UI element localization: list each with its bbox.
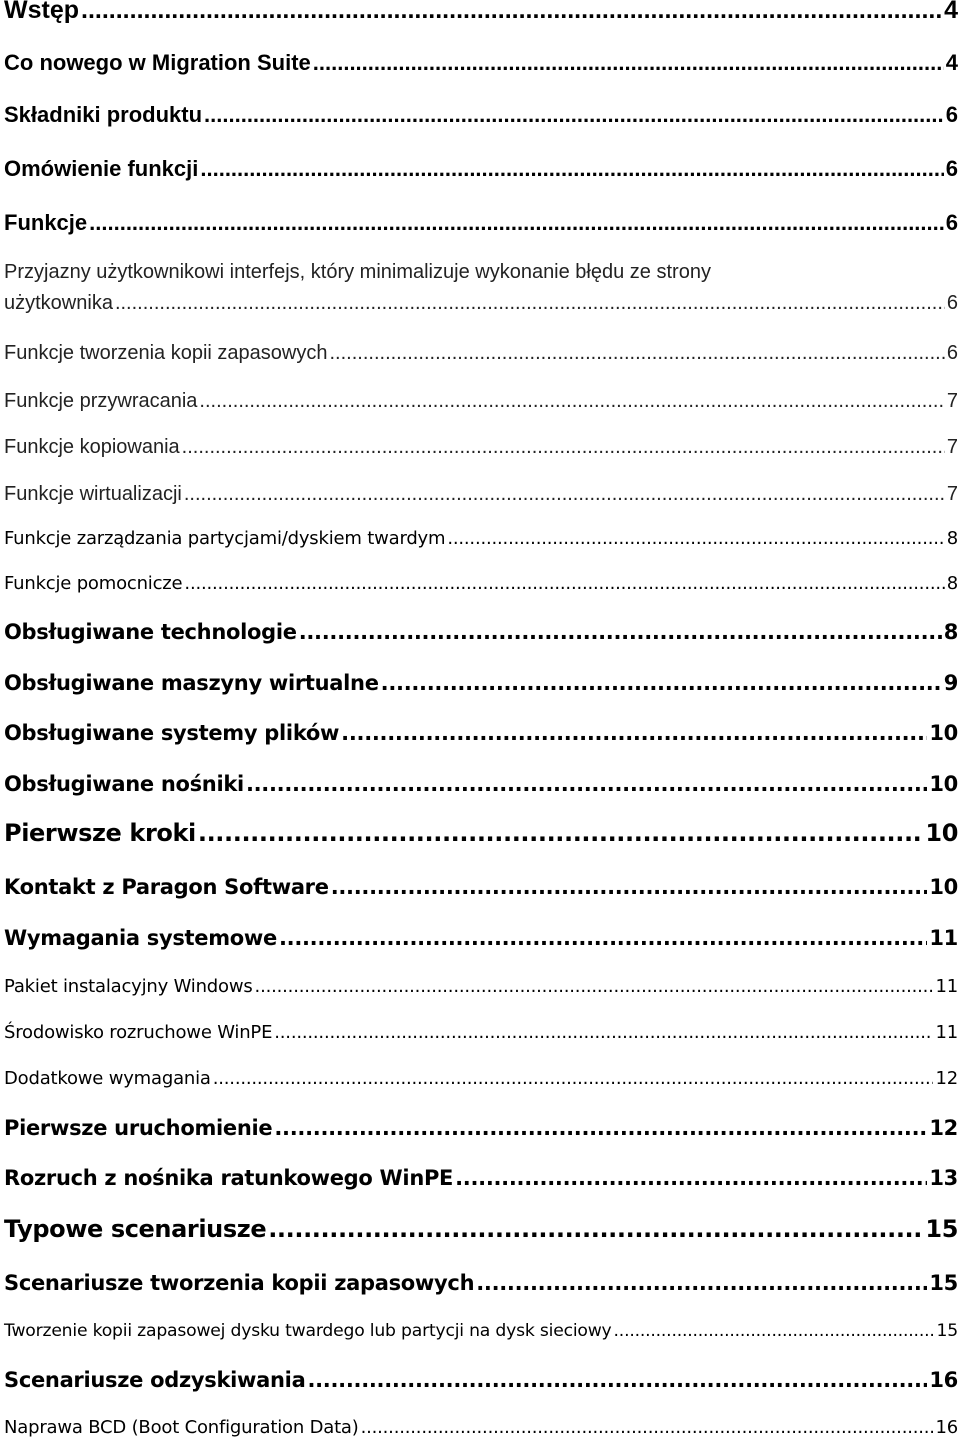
toc-page-number: 4 (944, 0, 958, 24)
toc-page-number: 8 (943, 620, 958, 644)
toc-leader-dots (341, 721, 927, 745)
toc-leader-dots (476, 1271, 927, 1295)
toc-entry-rozruch-winpe[interactable] (4, 1166, 958, 1190)
toc-entry-label: Pierwsze uruchomienie (4, 1116, 273, 1140)
toc-entry-label: Środowisko rozruchowe WinPE (4, 1022, 273, 1043)
toc-entry-skladniki[interactable] (4, 102, 958, 127)
toc-entry-label: Funkcje przywracania (4, 390, 198, 412)
toc-entry-label: Wymagania systemowe (4, 926, 277, 950)
toc-leader-dots (307, 1368, 927, 1392)
toc-leader-dots (246, 772, 927, 796)
toc-entry-label: Naprawa BCD (Boot Configuration Data) (4, 1417, 359, 1438)
toc-page-number: 8 (946, 528, 958, 549)
toc-entry-label: Składniki produktu (4, 102, 203, 127)
toc-leader-dots (213, 1069, 934, 1090)
toc-entry-srodowisko-winpe[interactable] (4, 1023, 958, 1044)
toc-leader-dots (313, 50, 944, 75)
toc-leader-dots (279, 926, 927, 950)
toc-page-number: 15 (925, 1215, 958, 1243)
toc-entry-naprawa-bcd[interactable] (4, 1418, 958, 1439)
toc-page-number: 11 (935, 1022, 958, 1043)
toc-leader-dots (331, 875, 928, 899)
toc-entry-scenariusze-kopii[interactable] (4, 1271, 958, 1295)
toc-entry-label: Tworzenie kopii zapasowej dysku twardego lub partycji na dysk sieciowy (4, 1321, 612, 1341)
toc-page-number: 11 (929, 926, 958, 950)
toc-entry-label: Typowe scenariusze (4, 1215, 267, 1243)
toc-page-number: 12 (929, 1116, 958, 1140)
toc-entry-label: Funkcje zarządzania partycjami/dyskiem twardym (4, 528, 446, 549)
toc-page-number: 12 (935, 1068, 958, 1089)
toc-leader-dots (199, 390, 944, 413)
toc-entry-label: Dodatkowe wymagania (4, 1068, 211, 1089)
toc-entry-kopiowania[interactable] (4, 436, 958, 459)
toc-leader-dots (268, 1216, 923, 1244)
toc-entry-obslugiwane-technologie[interactable] (4, 620, 958, 644)
toc-leader-dots (182, 436, 945, 459)
toc-page-number: 15 (936, 1321, 958, 1341)
toc-leader-dots (330, 342, 945, 365)
toc-page-number: 10 (929, 875, 958, 899)
toc-leader-dots (447, 529, 944, 550)
toc-page-number: 16 (935, 1417, 958, 1438)
toc-entry-zarzadzania-partycjami[interactable] (4, 529, 958, 550)
toc-entry-label: Scenariusze odzyskiwania (4, 1368, 306, 1392)
toc-leader-dots (184, 483, 945, 506)
toc-leader-dots (614, 1322, 935, 1342)
toc-entry-obslugiwane-maszyny[interactable] (4, 671, 958, 695)
toc-page-number: 10 (925, 819, 958, 847)
toc-entry-kontakt-paragon[interactable] (4, 875, 958, 899)
toc-leader-dots (274, 1023, 933, 1044)
toc-page-number: 7 (946, 483, 958, 505)
toc-page-number: 9 (943, 671, 958, 695)
toc-page-number: 6 (946, 292, 958, 314)
toc-entry-pierwsze-uruchomienie[interactable] (4, 1116, 958, 1140)
toc-entry-label: Pierwsze kroki (4, 819, 196, 847)
toc-leader-dots (204, 102, 944, 127)
toc-entry-funkcje[interactable] (4, 210, 958, 235)
toc-entry-label: Obsługiwane systemy plików (4, 721, 340, 745)
toc-leader-dots (115, 292, 945, 315)
toc-leader-dots (274, 1116, 927, 1140)
toc-entry-tworzenie-kopii-dysku[interactable] (4, 1322, 958, 1342)
toc-entry-przywracania[interactable] (4, 390, 958, 413)
toc-entry-label: Funkcje pomocnicze (4, 573, 183, 594)
toc-leader-dots (89, 210, 944, 235)
toc-page-number: 6 (946, 342, 958, 364)
toc-entry-pakiet-instalacyjny[interactable] (4, 977, 958, 998)
toc-page-number: 6 (945, 102, 958, 127)
toc-page-number: 16 (929, 1368, 958, 1392)
toc-entry-label: Co nowego w Migration Suite (4, 50, 311, 75)
toc-entry-label: Omówienie funkcji (4, 156, 199, 181)
toc-entry-label: Funkcje kopiowania (4, 436, 180, 458)
toc-page-number: 15 (929, 1271, 958, 1295)
toc-page-number: 10 (929, 721, 958, 745)
toc-leader-dots (361, 1418, 934, 1439)
toc-page-number: 13 (929, 1166, 958, 1190)
toc-entry-label: Funkcje tworzenia kopii zapasowych (4, 342, 328, 364)
toc-page-number: 6 (945, 210, 958, 235)
toc-entry-kopie-zapasowe[interactable] (4, 342, 958, 365)
toc-entry-label: Wstęp (4, 0, 79, 24)
toc-entry-label: Scenariusze tworzenia kopii zapasowych (4, 1271, 475, 1295)
toc-entry-wymagania-systemowe[interactable] (4, 926, 958, 950)
toc-page-number: 8 (946, 573, 958, 594)
toc-leader-dots (299, 620, 942, 644)
toc-entry-label: Rozruch z nośnika ratunkowego WinPE (4, 1166, 454, 1190)
toc-page-number: 11 (935, 976, 958, 997)
toc-leader-dots (184, 574, 944, 595)
toc-entry-scenariusze-odzyskiwania[interactable] (4, 1368, 958, 1392)
toc-entry-dodatkowe-wymagania[interactable] (4, 1069, 958, 1090)
toc-entry-co-nowego[interactable] (4, 50, 958, 75)
toc-page-number: 6 (945, 156, 958, 181)
toc-entry-obslugiwane-systemy-plikow[interactable] (4, 721, 958, 745)
toc-entry-obslugiwane-nosniki[interactable] (4, 772, 958, 796)
toc-page-number: 7 (946, 436, 958, 458)
toc-page-number: 4 (945, 50, 958, 75)
toc-entry-label-continuation: użytkownika (4, 292, 113, 314)
toc-leader-dots (255, 977, 934, 998)
toc-entry-omowienie[interactable] (4, 156, 958, 181)
toc-entry-label: Obsługiwane maszyny wirtualne (4, 671, 379, 695)
toc-leader-dots (198, 820, 924, 848)
toc-entry-label: Obsługiwane nośniki (4, 772, 244, 796)
toc-leader-dots (455, 1166, 927, 1190)
toc-entry-pierwsze-kroki[interactable] (4, 820, 958, 848)
toc-entry-label: Pakiet instalacyjny Windows (4, 976, 253, 997)
toc-entry-wstep[interactable] (4, 0, 958, 25)
toc-entry-label: Obsługiwane technologie (4, 620, 297, 644)
toc-leader-dots (81, 0, 942, 25)
toc-entry-pomocnicze[interactable] (4, 574, 958, 595)
toc-entry-typowe-scenariusze[interactable] (4, 1216, 958, 1244)
toc-leader-dots (381, 671, 942, 695)
toc-page-number: 7 (946, 390, 958, 412)
toc-page-number: 10 (929, 772, 958, 796)
toc-entry-line2 (4, 292, 958, 315)
toc-entry-przyjazny-interfejs[interactable] (4, 261, 958, 315)
toc-entry-wirtualizacji[interactable] (4, 483, 958, 506)
toc-entry-label: Kontakt z Paragon Software (4, 875, 329, 899)
toc-entry-label: Funkcje wirtualizacji (4, 483, 182, 505)
toc-entry-label: Przyjazny użytkownikowi interfejs, który minimalizuje wykonanie błędu ze strony (4, 261, 711, 283)
toc-entry-label: Funkcje (4, 210, 88, 235)
toc-leader-dots (200, 156, 943, 181)
